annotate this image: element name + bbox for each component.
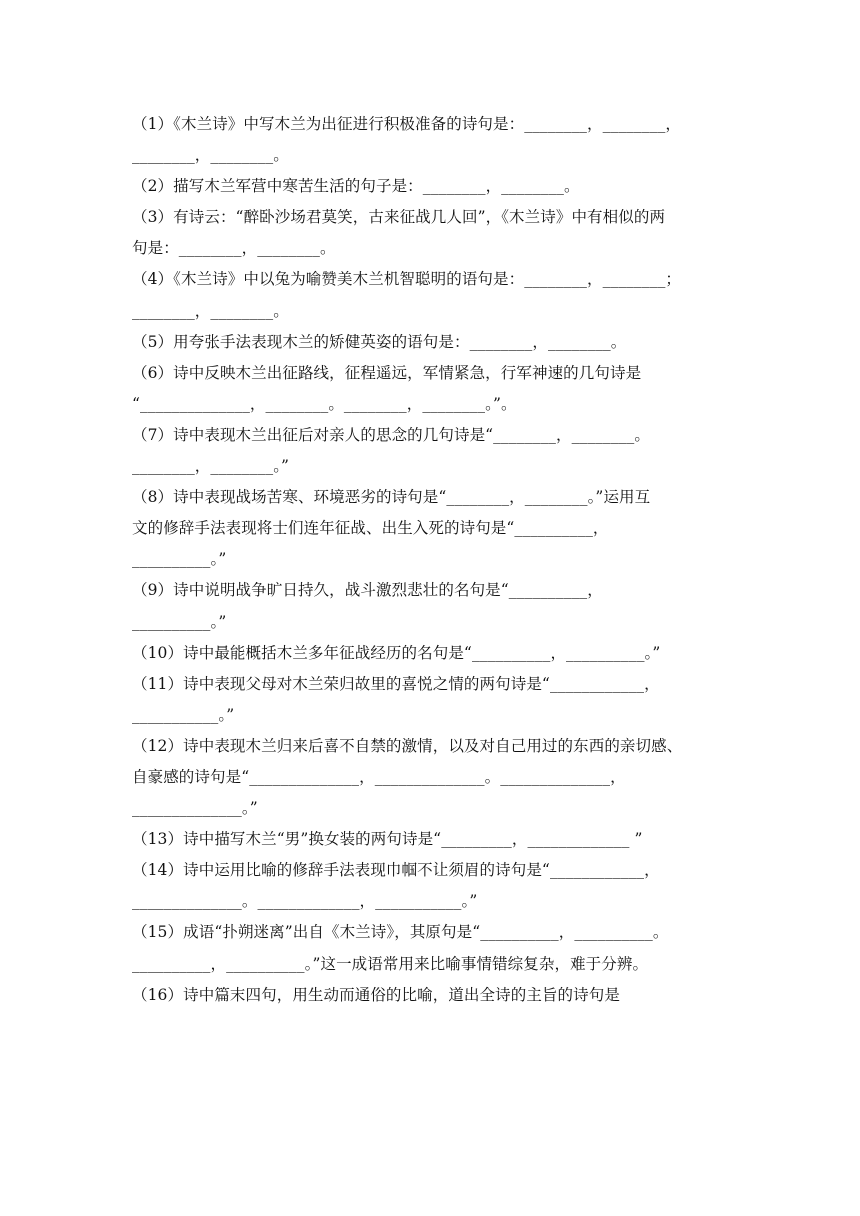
- text-line: （10）诗中最能概括木兰多年征战经历的名句是“__________，__________。”: [132, 643, 661, 662]
- text-line: （12）诗中表现木兰归来后喜不自禁的激情，以及对自己用过的东西的亲切感、: [132, 736, 683, 755]
- text-line: __________。”: [132, 550, 227, 569]
- text-line: （7）诗中表现木兰出征后对亲人的思念的几句诗是“________，________。: [132, 425, 650, 444]
- text-line: __________，__________。”这一成语常用来比喻事情错综复杂，难于分辨。: [132, 954, 649, 973]
- text-line: 句是：________，________。: [132, 239, 336, 258]
- text-line: ______________。_____________，___________。”: [132, 892, 478, 911]
- text-line: “______________，________。________，________。”。: [132, 394, 517, 413]
- text-line: ___________。”: [132, 705, 235, 724]
- text-line: （2）描写木兰军营中寒苦生活的句子是：________，________。: [132, 177, 580, 196]
- text-line: （8）诗中表现战场苦寒、环境恶劣的诗句是“________，________。”运用互: [132, 488, 651, 507]
- text-line: （15）成语“扑朔迷离”出自《木兰诗》，其原句是“__________，__________。: [132, 923, 669, 942]
- text-line: （5）用夸张手法表现木兰的矫健英姿的语句是：________，________。: [132, 332, 627, 351]
- text-line: （4）《木兰诗》中以兔为喻赞美木兰机智聪明的语句是：________，________；: [132, 270, 682, 289]
- text-line: ________，________。”: [132, 457, 290, 476]
- text-line: ________，________。: [132, 301, 289, 320]
- text-line: （11）诗中表现父母对木兰荣归故里的喜悦之情的两句诗是“____________，: [132, 674, 660, 693]
- text-line: （1）《木兰诗》中写木兰为出征进行积极准备的诗句是：________，________，: [132, 115, 682, 133]
- text-line: ________，________。: [132, 146, 289, 165]
- text-line: （6）诗中反映木兰出征路线，征程遥远，军情紧急，行军神速的几句诗是: [132, 363, 642, 382]
- text-line: （9）诗中说明战争旷日持久，战斗激烈悲壮的名句是“__________，: [132, 581, 603, 600]
- text-line: __________。”: [132, 612, 227, 631]
- text-line: 自豪感的诗句是“______________，______________。______________，: [132, 767, 626, 786]
- text-line: （3）有诗云：“醉卧沙场君莫笑，古来征战几人回”，《木兰诗》中有相似的两: [132, 208, 666, 227]
- text-line: （16）诗中篇末四句，用生动而通俗的比喻，道出全诗的主旨的诗句是: [132, 985, 620, 1004]
- text-line: ______________。”: [132, 799, 258, 818]
- text-line: 文的修辞手法表现将士们连年征战、出生入死的诗句是“__________，: [132, 519, 609, 538]
- text-line: （13）诗中描写木兰“男”换女装的两句诗是“_________，_____________ ”: [132, 830, 643, 849]
- text-line: （14）诗中运用比喻的修辞手法表现巾帼不让须眉的诗句是“____________，: [132, 861, 660, 880]
- question-list: [132, 109, 732, 1011]
